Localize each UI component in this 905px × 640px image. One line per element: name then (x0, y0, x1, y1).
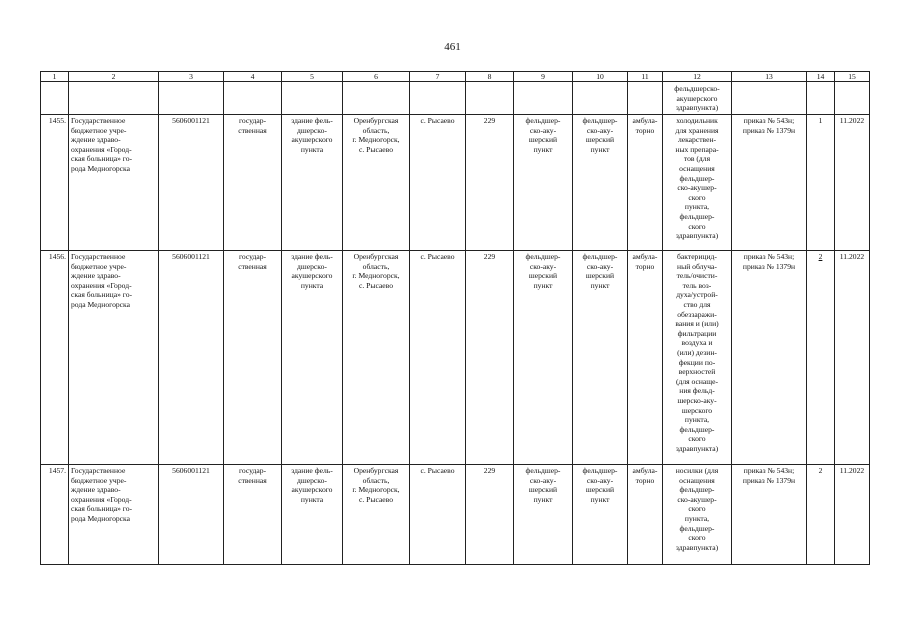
inn-cell: 5606001121 (159, 251, 224, 465)
column-header: 4 (224, 72, 282, 82)
table-row (41, 465, 870, 565)
row-number: 1457. (41, 465, 69, 565)
column-header: 7 (410, 72, 466, 82)
inn-cell: 5606001121 (159, 115, 224, 251)
date-cell: 11.2022 (835, 251, 870, 465)
table-row (41, 115, 870, 251)
building-cell: здание фель- дшерско- акушерского пункта (282, 251, 343, 465)
unit-cell: фельдшер- ско-аку- шерский пункт (514, 465, 573, 565)
order-cell: приказ № 543н; приказ № 1379н (732, 465, 807, 565)
ownership-type-cell: государ- ственная (224, 251, 282, 465)
column-header: 12 (663, 72, 732, 82)
column-header: 1 (41, 72, 69, 82)
unit-type-cell: фельдшер- ско-аку- шерский пункт (573, 465, 628, 565)
table-row (41, 251, 870, 465)
ownership-type-cell: государ- ственная (224, 465, 282, 565)
address-cell: Оренбургская область, г. Медногорск, с. Рысаево (343, 251, 410, 465)
page-number: 461 (444, 41, 461, 53)
column-header: 5 (282, 72, 343, 82)
date-cell: 11.2022 (835, 115, 870, 251)
order-cell: приказ № 543н; приказ № 1379н (732, 251, 807, 465)
building-cell: здание фель- дшерско- акушерского пункта (282, 465, 343, 565)
care-type-cell: амбула- торно (628, 251, 663, 465)
address-cell: Оренбургская область, г. Медногорск, с. Рысаево (343, 115, 410, 251)
organization-cell: Государственное бюджетное учре- ждение здраво- охранения «Город- ская больница» го- рода Медногорска (69, 251, 159, 465)
building-cell: здание фель- дшерско- акушерского пункта (282, 115, 343, 251)
inn-cell: 5606001121 (159, 465, 224, 565)
row-number: 1456. (41, 251, 69, 465)
care-type-cell: амбула- торно (628, 115, 663, 251)
column-header: 3 (159, 72, 224, 82)
register-table (40, 71, 870, 565)
column-header: 11 (628, 72, 663, 82)
quantity-cell: 2 (807, 251, 835, 465)
unit-type-cell: фельдшер- ско-аку- шерский пункт (573, 115, 628, 251)
code-cell: 229 (466, 251, 514, 465)
column-header: 2 (69, 72, 159, 82)
column-header: 9 (514, 72, 573, 82)
locality-cell: с. Рысаево (410, 115, 466, 251)
unit-type-cell: фельдшер- ско-аку- шерский пункт (573, 251, 628, 465)
column-header: 6 (343, 72, 410, 82)
column-header: 8 (466, 72, 514, 82)
row-number: 1455. (41, 115, 69, 251)
quantity-cell: 2 (807, 465, 835, 565)
address-cell: Оренбургская область, г. Медногорск, с. Рысаево (343, 465, 410, 565)
equipment-cell: носилки (для оснащения фельдшер- ско-акушер- ского пункта, фельдшер- ского здравпункта) (663, 465, 732, 565)
quantity-cell: 1 (807, 115, 835, 251)
locality-cell: с. Рысаево (410, 465, 466, 565)
equipment-cell: бактерицид- ный облуча- тель/очисти- тель воз- духа/устрой- ство для обеззаражи- вания и (или) фильтрации воздуха и (или) дезин- фекции по- верхностей (для оснаще- ния фельд- шерско-аку- шерского пункта, фельдшер- ского здравпункта) (663, 251, 732, 465)
organization-cell: Государственное бюджетное учре- ждение здраво- охранения «Город- ская больница» го- рода Медногорска (69, 115, 159, 251)
ownership-type-cell: государ- ственная (224, 115, 282, 251)
locality-cell: с. Рысаево (410, 251, 466, 465)
equipment-cell-continued: фельдшерско-акушерского здравпункта) (663, 82, 732, 115)
column-number-header-row (41, 72, 870, 82)
code-cell: 229 (466, 465, 514, 565)
column-header: 10 (573, 72, 628, 82)
column-header: 15 (835, 72, 870, 82)
column-header: 14 (807, 72, 835, 82)
continuation-row (41, 82, 870, 115)
date-cell: 11.2022 (835, 465, 870, 565)
unit-cell: фельдшер- ско-аку- шерский пункт (514, 251, 573, 465)
equipment-cell: холодильник для хранения лекарствен- ных препара- тов (для оснащения фельдшер- ско-акушер- ского пункта, фельдшер- ского здравпункта) (663, 115, 732, 251)
organization-cell: Государственное бюджетное учре- ждение здраво- охранения «Город- ская больница» го- рода Медногорска (69, 465, 159, 565)
care-type-cell: амбула- торно (628, 465, 663, 565)
code-cell: 229 (466, 115, 514, 251)
order-cell: приказ № 543н; приказ № 1379н (732, 115, 807, 251)
column-header: 13 (732, 72, 807, 82)
unit-cell: фельдшер- ско-аку- шерский пункт (514, 115, 573, 251)
